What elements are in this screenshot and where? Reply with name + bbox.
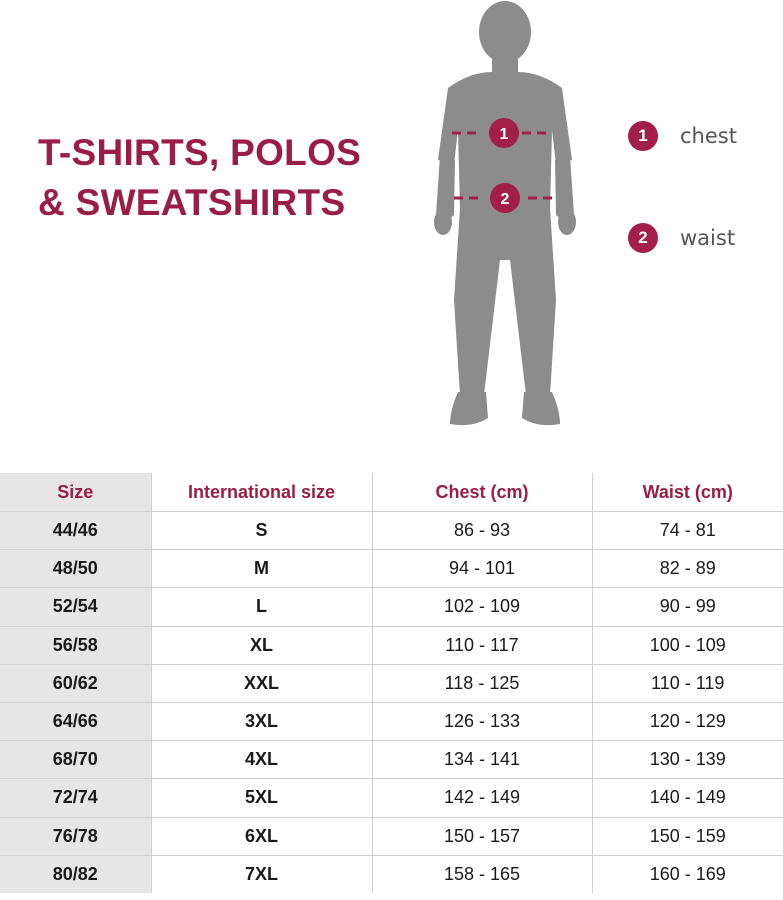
cell-waist: 150 - 159 bbox=[592, 817, 783, 855]
cell-waist: 160 - 169 bbox=[592, 855, 783, 893]
legend-label-chest: chest bbox=[680, 124, 737, 148]
cell-international-size: M bbox=[151, 550, 372, 588]
cell-size: 44/46 bbox=[0, 512, 151, 550]
table-row bbox=[0, 855, 783, 893]
header-international-size: International size bbox=[151, 473, 372, 512]
title-line-2: & SWEATSHIRTS bbox=[38, 182, 346, 223]
cell-size: 80/82 bbox=[0, 855, 151, 893]
cell-waist: 82 - 89 bbox=[592, 550, 783, 588]
cell-international-size: 3XL bbox=[151, 702, 372, 740]
person-silhouette-icon bbox=[410, 0, 600, 440]
table-row bbox=[0, 741, 783, 779]
cell-waist: 130 - 139 bbox=[592, 741, 783, 779]
cell-international-size: L bbox=[151, 588, 372, 626]
cell-chest: 86 - 93 bbox=[372, 512, 592, 550]
table-header-row bbox=[0, 473, 783, 512]
cell-size: 76/78 bbox=[0, 817, 151, 855]
cell-waist: 74 - 81 bbox=[592, 512, 783, 550]
cell-chest: 102 - 109 bbox=[372, 588, 592, 626]
cell-international-size: 7XL bbox=[151, 855, 372, 893]
page-title bbox=[38, 128, 361, 228]
cell-size: 48/50 bbox=[0, 550, 151, 588]
table-row bbox=[0, 512, 783, 550]
table-row bbox=[0, 817, 783, 855]
cell-international-size: XL bbox=[151, 626, 372, 664]
header-chest: Chest (cm) bbox=[372, 473, 592, 512]
legend-label-waist: waist bbox=[680, 226, 736, 250]
cell-international-size: S bbox=[151, 512, 372, 550]
cell-size: 60/62 bbox=[0, 664, 151, 702]
title-line-1: T-SHIRTS, POLOS bbox=[38, 132, 362, 173]
cell-waist: 140 - 149 bbox=[592, 779, 783, 817]
cell-international-size: 4XL bbox=[151, 741, 372, 779]
cell-chest: 134 - 141 bbox=[372, 741, 592, 779]
cell-chest: 150 - 157 bbox=[372, 817, 592, 855]
table-row bbox=[0, 664, 783, 702]
cell-waist: 120 - 129 bbox=[592, 702, 783, 740]
header-size: Size bbox=[0, 473, 151, 512]
cell-chest: 118 - 125 bbox=[372, 664, 592, 702]
size-chart-table bbox=[0, 473, 783, 893]
legend-item-chest bbox=[628, 118, 778, 154]
cell-international-size: 6XL bbox=[151, 817, 372, 855]
waist-marker-label: 2 bbox=[500, 191, 510, 208]
cell-size: 72/74 bbox=[0, 779, 151, 817]
cell-size: 52/54 bbox=[0, 588, 151, 626]
legend-badge-chest: 1 bbox=[628, 121, 658, 151]
cell-chest: 158 - 165 bbox=[372, 855, 592, 893]
cell-size: 68/70 bbox=[0, 741, 151, 779]
cell-waist: 100 - 109 bbox=[592, 626, 783, 664]
measurement-legend bbox=[628, 118, 778, 256]
cell-chest: 94 - 101 bbox=[372, 550, 592, 588]
cell-size: 64/66 bbox=[0, 702, 151, 740]
cell-international-size: XXL bbox=[151, 664, 372, 702]
cell-chest: 110 - 117 bbox=[372, 626, 592, 664]
table-row bbox=[0, 626, 783, 664]
cell-waist: 90 - 99 bbox=[592, 588, 783, 626]
measurement-figure bbox=[410, 0, 600, 440]
legend-item-waist bbox=[628, 220, 778, 256]
chest-marker-label: 1 bbox=[499, 126, 509, 143]
legend-badge-waist: 2 bbox=[628, 223, 658, 253]
cell-chest: 142 - 149 bbox=[372, 779, 592, 817]
cell-international-size: 5XL bbox=[151, 779, 372, 817]
table-row bbox=[0, 702, 783, 740]
table-row bbox=[0, 550, 783, 588]
cell-waist: 110 - 119 bbox=[592, 664, 783, 702]
cell-chest: 126 - 133 bbox=[372, 702, 592, 740]
cell-size: 56/58 bbox=[0, 626, 151, 664]
table-row bbox=[0, 779, 783, 817]
table-row bbox=[0, 588, 783, 626]
header-waist: Waist (cm) bbox=[592, 473, 783, 512]
